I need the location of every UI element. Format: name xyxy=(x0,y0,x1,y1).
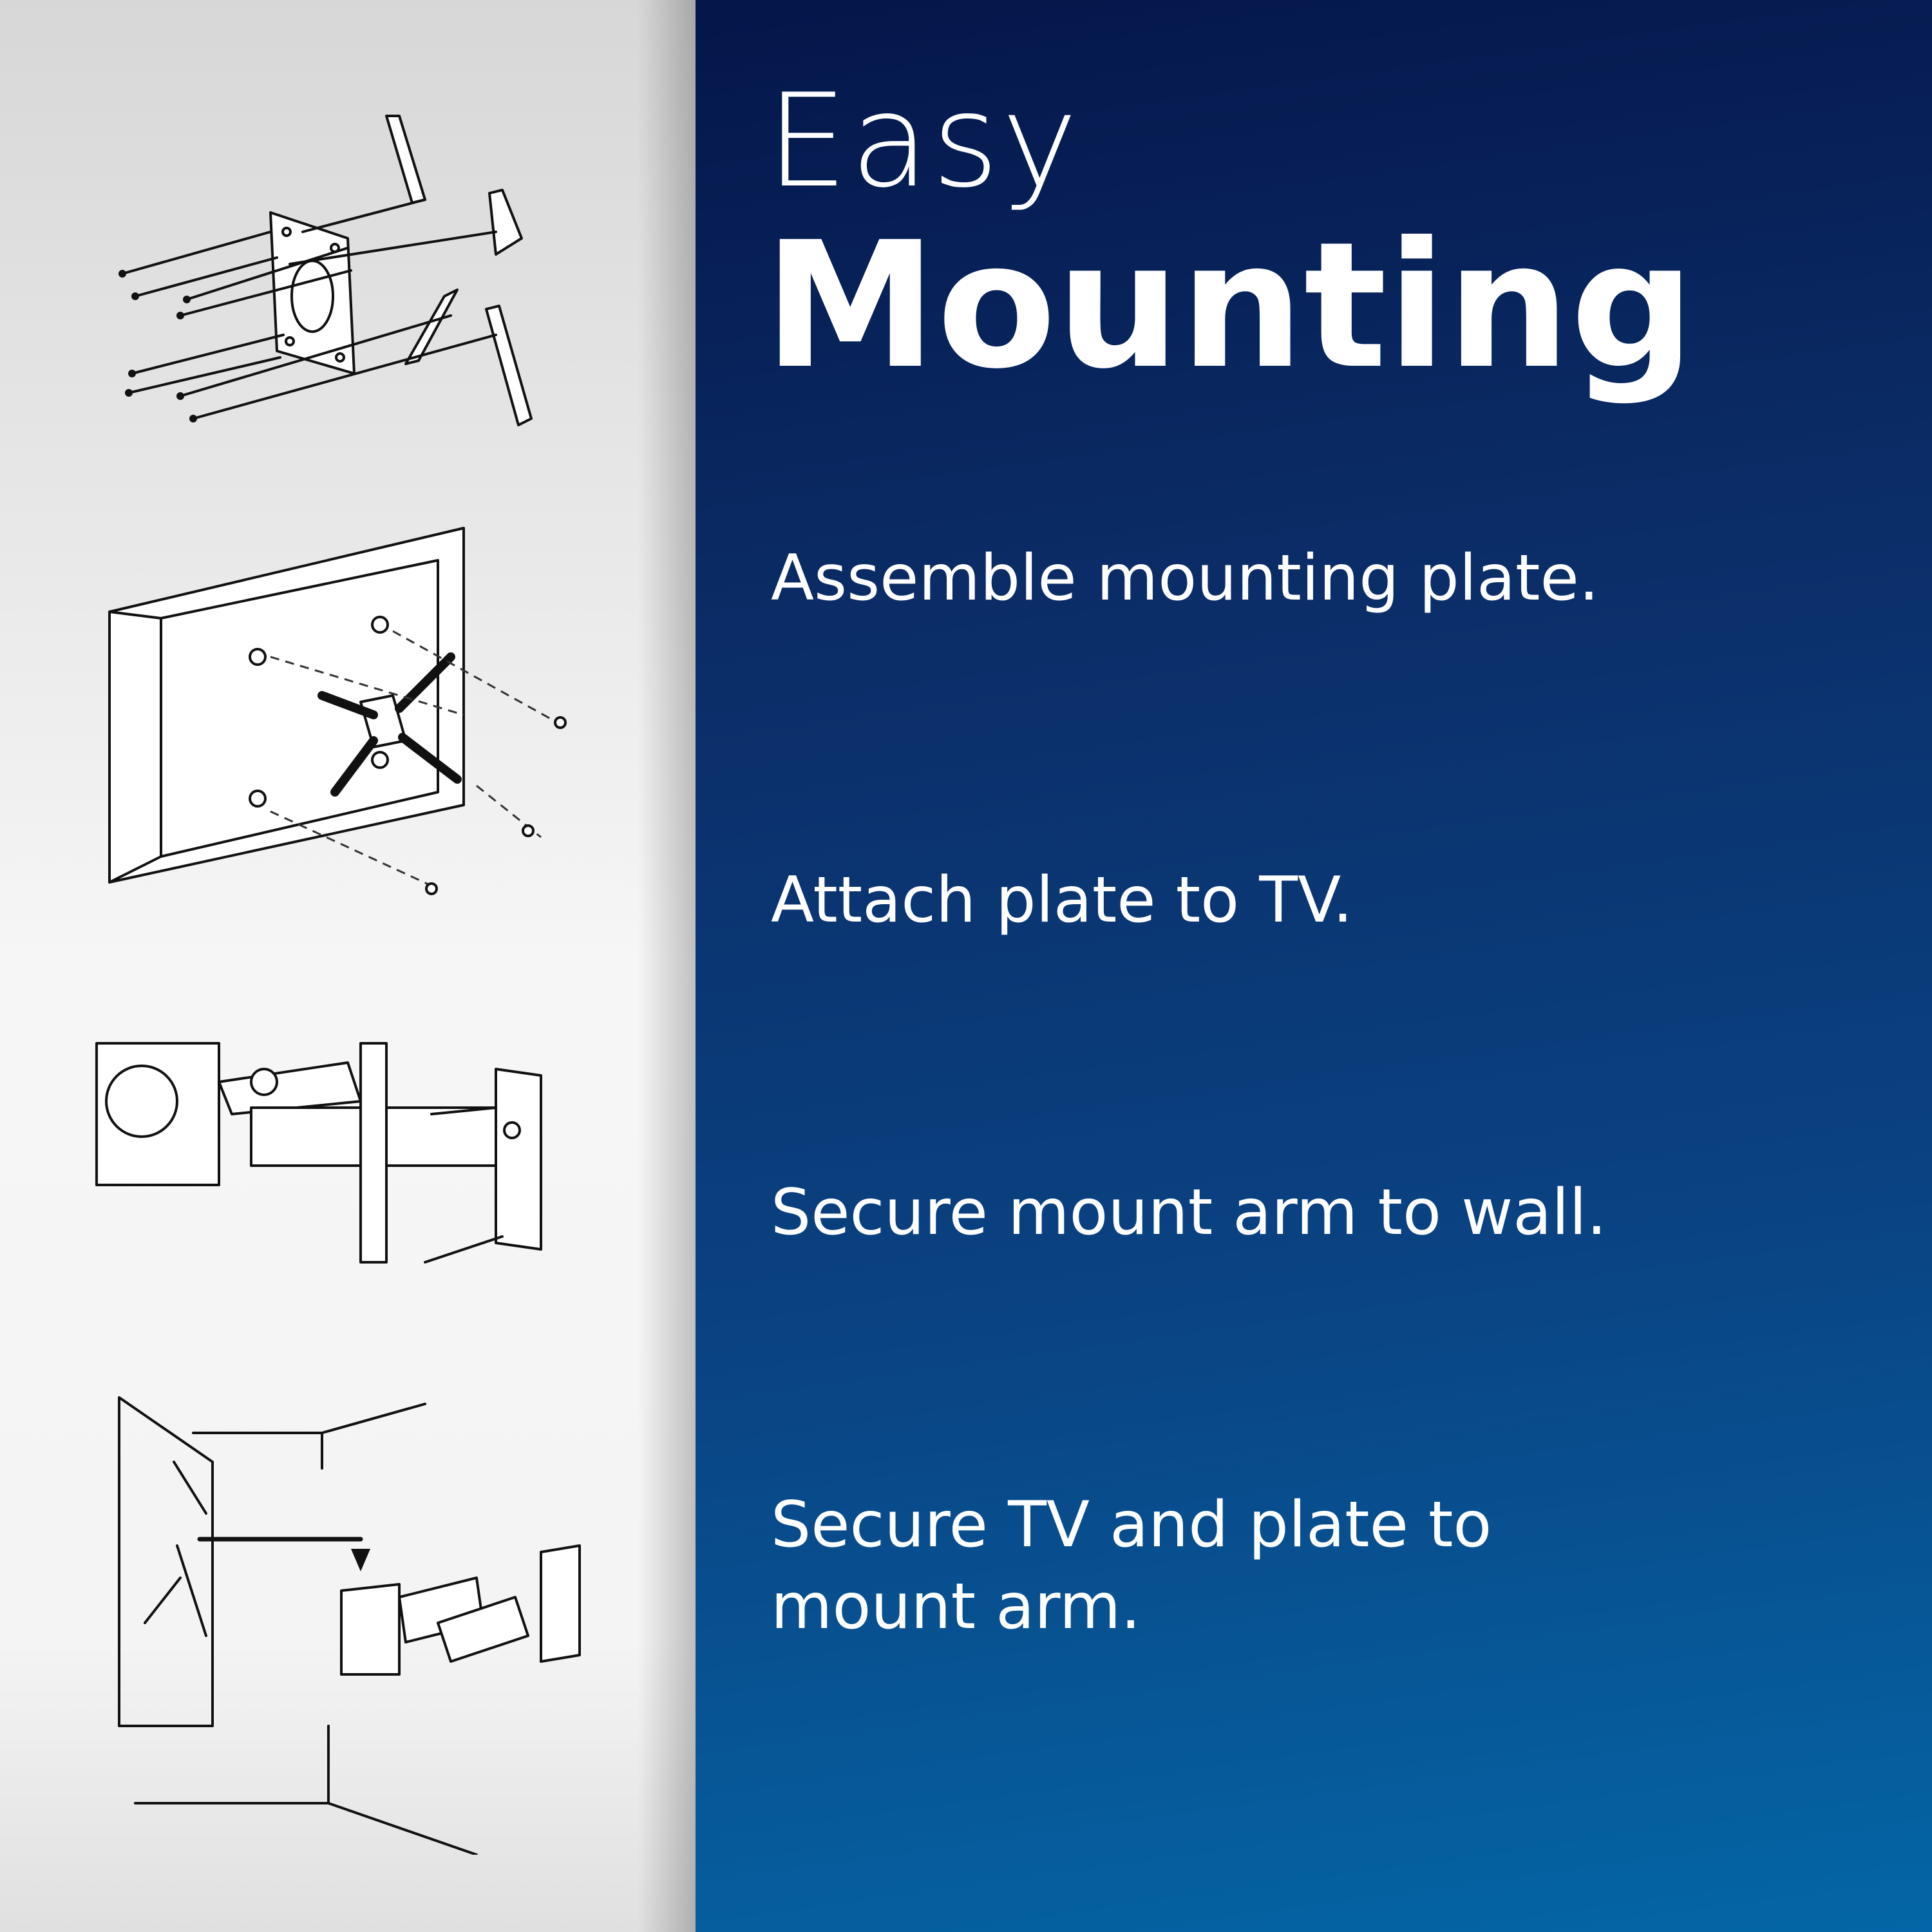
step-4-text: Secure TV and plate to mount arm. xyxy=(771,1488,1492,1644)
assemble-plate-illustration xyxy=(97,103,586,438)
heading-mounting: Mounting xyxy=(764,204,1695,407)
secure-arm-illustration xyxy=(90,1018,580,1288)
step-3-text: Secure mount arm to wall. xyxy=(771,1176,1607,1249)
illustration-panel xyxy=(0,0,696,1932)
heading-easy: Easy xyxy=(766,66,1081,216)
secure-tv-illustration xyxy=(116,1391,605,1855)
attach-plate-illustration xyxy=(103,522,605,921)
step-2-text: Attach plate to TV. xyxy=(771,864,1353,937)
panel-shadow xyxy=(638,0,696,1932)
step-1-text: Assemble mounting plate. xyxy=(771,542,1599,615)
